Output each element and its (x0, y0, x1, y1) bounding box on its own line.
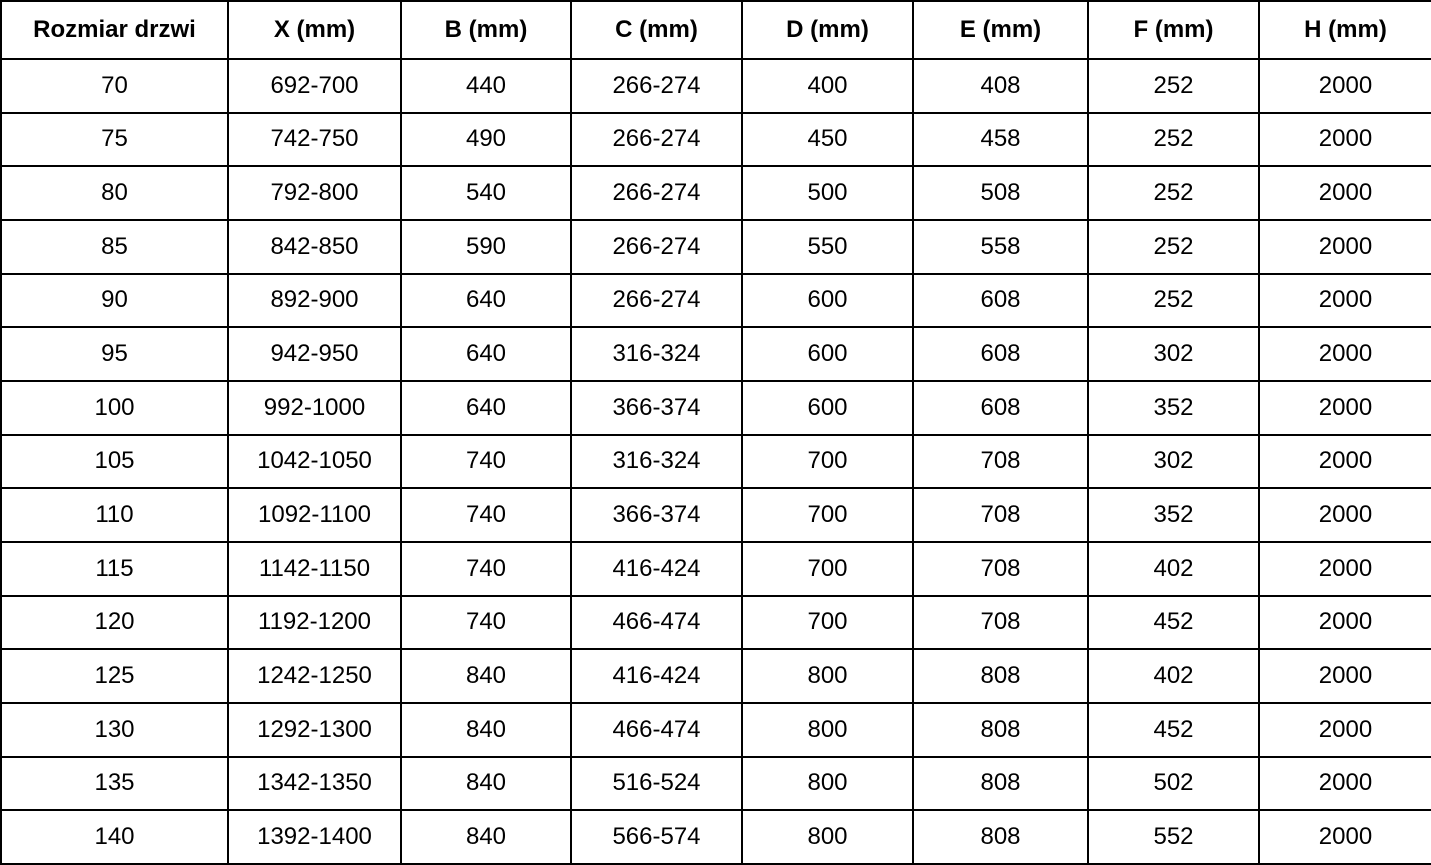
table-cell: 1242-1250 (228, 649, 401, 703)
table-cell: 252 (1088, 113, 1259, 167)
table-cell: 708 (913, 488, 1088, 542)
table-cell: 700 (742, 435, 913, 489)
table-row (1, 113, 1431, 167)
table-cell: 466-474 (571, 596, 742, 650)
table-cell: 80 (1, 166, 228, 220)
table-cell: 75 (1, 113, 228, 167)
table-cell: 316-324 (571, 327, 742, 381)
table-cell: 2000 (1259, 274, 1431, 328)
table-cell: 1142-1150 (228, 542, 401, 596)
table-cell: 700 (742, 596, 913, 650)
table-row (1, 488, 1431, 542)
table-cell: 502 (1088, 757, 1259, 811)
table-cell: 892-900 (228, 274, 401, 328)
table-row (1, 59, 1431, 113)
table-cell: 252 (1088, 220, 1259, 274)
table-row (1, 703, 1431, 757)
table-cell: 2000 (1259, 596, 1431, 650)
table-cell: 808 (913, 757, 1088, 811)
table-cell: 130 (1, 703, 228, 757)
table-cell: 450 (742, 113, 913, 167)
table-cell: 458 (913, 113, 1088, 167)
table-row (1, 166, 1431, 220)
table-cell: 800 (742, 810, 913, 864)
table-cell: 266-274 (571, 220, 742, 274)
table-cell: 840 (401, 703, 571, 757)
table-cell: 400 (742, 59, 913, 113)
table-cell: 740 (401, 596, 571, 650)
column-header-f-mm: F (mm) (1088, 1, 1259, 59)
table-cell: 700 (742, 488, 913, 542)
table-cell: 708 (913, 435, 1088, 489)
table-cell: 590 (401, 220, 571, 274)
table-cell: 408 (913, 59, 1088, 113)
table-cell: 550 (742, 220, 913, 274)
table-cell: 608 (913, 327, 1088, 381)
table-row (1, 596, 1431, 650)
column-header-rozmiar-drzwi: Rozmiar drzwi (1, 1, 228, 59)
table-cell: 266-274 (571, 59, 742, 113)
table-cell: 85 (1, 220, 228, 274)
table-cell: 608 (913, 381, 1088, 435)
table-cell: 808 (913, 703, 1088, 757)
column-header-e-mm: E (mm) (913, 1, 1088, 59)
table-cell: 2000 (1259, 757, 1431, 811)
column-header-d-mm: D (mm) (742, 1, 913, 59)
table-cell: 1392-1400 (228, 810, 401, 864)
table-row (1, 810, 1431, 864)
table-cell: 452 (1088, 703, 1259, 757)
table-row (1, 649, 1431, 703)
table-cell: 600 (742, 327, 913, 381)
table-cell: 440 (401, 59, 571, 113)
table-cell: 366-374 (571, 488, 742, 542)
table-cell: 2000 (1259, 327, 1431, 381)
table-cell: 366-374 (571, 381, 742, 435)
table-cell: 540 (401, 166, 571, 220)
table-cell: 266-274 (571, 166, 742, 220)
table-cell: 792-800 (228, 166, 401, 220)
table-cell: 2000 (1259, 220, 1431, 274)
table-cell: 840 (401, 810, 571, 864)
table-cell: 466-474 (571, 703, 742, 757)
table-cell: 105 (1, 435, 228, 489)
column-header-x-mm: X (mm) (228, 1, 401, 59)
table-cell: 266-274 (571, 113, 742, 167)
table-cell: 2000 (1259, 542, 1431, 596)
table-cell: 608 (913, 274, 1088, 328)
table-cell: 640 (401, 381, 571, 435)
table-cell: 402 (1088, 542, 1259, 596)
table-cell: 808 (913, 810, 1088, 864)
table-row (1, 542, 1431, 596)
table-cell: 452 (1088, 596, 1259, 650)
table-cell: 552 (1088, 810, 1259, 864)
table-cell: 516-524 (571, 757, 742, 811)
table-body (1, 59, 1431, 864)
table-cell: 640 (401, 274, 571, 328)
table-row (1, 220, 1431, 274)
table-cell: 800 (742, 703, 913, 757)
table-header (1, 1, 1431, 59)
table-cell: 252 (1088, 166, 1259, 220)
table-cell: 2000 (1259, 810, 1431, 864)
table-cell: 2000 (1259, 113, 1431, 167)
table-cell: 2000 (1259, 488, 1431, 542)
table-cell: 2000 (1259, 59, 1431, 113)
table-row (1, 757, 1431, 811)
table-cell: 352 (1088, 381, 1259, 435)
table-cell: 2000 (1259, 703, 1431, 757)
table-cell: 842-850 (228, 220, 401, 274)
table-cell: 252 (1088, 274, 1259, 328)
table-cell: 800 (742, 649, 913, 703)
table-cell: 700 (742, 542, 913, 596)
table-cell: 316-324 (571, 435, 742, 489)
table-cell: 110 (1, 488, 228, 542)
column-header-h-mm: H (mm) (1259, 1, 1431, 59)
table-row (1, 381, 1431, 435)
table-cell: 302 (1088, 327, 1259, 381)
table-cell: 416-424 (571, 542, 742, 596)
table-cell: 90 (1, 274, 228, 328)
table-cell: 100 (1, 381, 228, 435)
table-cell: 508 (913, 166, 1088, 220)
table-cell: 266-274 (571, 274, 742, 328)
table-cell: 1342-1350 (228, 757, 401, 811)
table-cell: 2000 (1259, 649, 1431, 703)
table-cell: 840 (401, 757, 571, 811)
table-cell: 140 (1, 810, 228, 864)
table-cell: 490 (401, 113, 571, 167)
table-cell: 416-424 (571, 649, 742, 703)
table-cell: 70 (1, 59, 228, 113)
table-cell: 302 (1088, 435, 1259, 489)
table-cell: 740 (401, 488, 571, 542)
table-cell: 708 (913, 542, 1088, 596)
table-cell: 252 (1088, 59, 1259, 113)
table-cell: 992-1000 (228, 381, 401, 435)
table-cell: 640 (401, 327, 571, 381)
table-row (1, 274, 1431, 328)
table-cell: 808 (913, 649, 1088, 703)
table-cell: 740 (401, 542, 571, 596)
table-cell: 708 (913, 596, 1088, 650)
table-cell: 500 (742, 166, 913, 220)
table-cell: 2000 (1259, 166, 1431, 220)
table-cell: 135 (1, 757, 228, 811)
table-cell: 942-950 (228, 327, 401, 381)
table-cell: 840 (401, 649, 571, 703)
header-row (1, 1, 1431, 59)
table-cell: 800 (742, 757, 913, 811)
table-cell: 2000 (1259, 435, 1431, 489)
table-cell: 115 (1, 542, 228, 596)
table-cell: 558 (913, 220, 1088, 274)
table-cell: 352 (1088, 488, 1259, 542)
table-cell: 95 (1, 327, 228, 381)
column-header-b-mm: B (mm) (401, 1, 571, 59)
table-cell: 2000 (1259, 381, 1431, 435)
table-row (1, 327, 1431, 381)
table-cell: 402 (1088, 649, 1259, 703)
table-row (1, 435, 1431, 489)
table-cell: 600 (742, 381, 913, 435)
table-cell: 742-750 (228, 113, 401, 167)
table-cell: 692-700 (228, 59, 401, 113)
table-cell: 1092-1100 (228, 488, 401, 542)
table-cell: 120 (1, 596, 228, 650)
column-header-c-mm: C (mm) (571, 1, 742, 59)
table-cell: 1042-1050 (228, 435, 401, 489)
table-cell: 600 (742, 274, 913, 328)
table-cell: 566-574 (571, 810, 742, 864)
table-cell: 1292-1300 (228, 703, 401, 757)
table-cell: 1192-1200 (228, 596, 401, 650)
table-cell: 740 (401, 435, 571, 489)
table-cell: 125 (1, 649, 228, 703)
